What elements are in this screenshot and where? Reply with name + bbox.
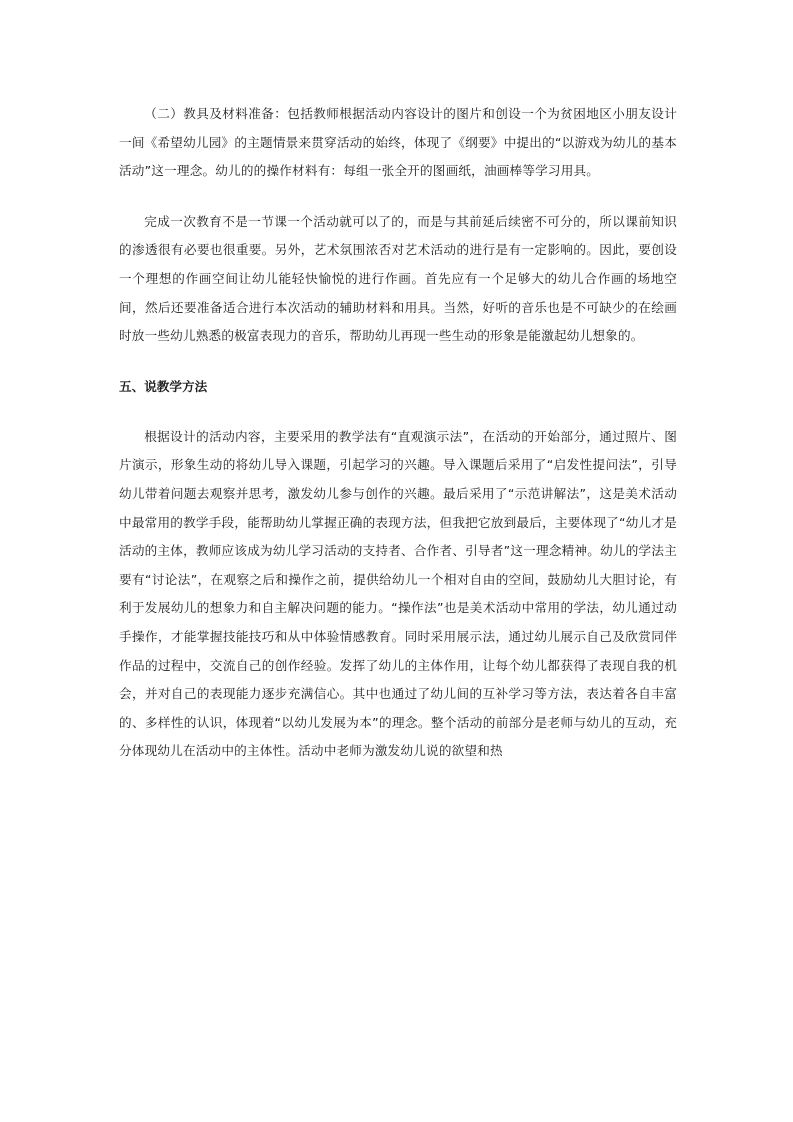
paragraph-environment: 完成一次教育不是一节课一个活动就可以了的，而是与其前延后续密不可分的，所以课前知识的渗透很有必要也很重要。另外，艺术氛围浓否对艺术活动的进行是有一定影响的。因此，要创设一个理想的作画空间让幼儿能轻快愉悦的进行作画。首先应有一个足够大的幼儿合作画的场地空间，然后还要准备适合进行本次活动的辅助材料和用具。当然，好听的音乐也是不可缺少的在绘画时放一些幼儿熟悉的极富表现力的音乐，帮助幼儿再现一些生动的形象是能激起幼儿想象的。: [119, 213, 677, 344]
paragraph-materials: （二）教具及材料准备：包括教师根据活动内容设计的图片和创设一个为贫困地区小朋友设计一间《希望幼儿园》的主题情景来贯穿活动的始终，体现了《纲要》中提出的“以游戏为幼儿的基本活动”这一理念。幼儿的的操作材料有：每组一张全开的图画纸，油画棒等学习用具。: [119, 106, 677, 179]
paragraph-teaching-methods: 根据设计的活动内容，主要采用的教学法有“直观演示法”，在活动的开始部分，通过照片、图片演示，形象生动的将幼儿导入课题，引起学习的兴趣。导入课题后采用了“启发性提问法”，引导幼儿带着问题去观察并思考，激发幼儿参与创作的兴趣。最后采用了“示范讲解法”，这是美术活动中最常用的教学手段，能帮助幼儿掌握正确的表现方法，但我把它放到最后，主要体现了“幼儿才是活动的主体，教师应该成为幼儿学习活动的支持者、合作者、引导者”这一理念精神。幼儿的学法主要有“讨论法”，在观察之后和操作之前，提供给幼儿一个相对自由的空间，鼓励幼儿大胆讨论，有利于发展幼儿的想象力和自主解决问题的能力。“操作法”也是美术活动中常用的学法，幼儿通过动手操作，才能掌握技能技巧和从中体验情感教育。同时采用展示法，通过幼儿展示自己及欣赏同伴作品的过程中，交流自己的创作经验。发挥了幼儿的主体作用，让每个幼儿都获得了表现自我的机会，并对自己的表现能力逐步充满信心。其中也通过了幼儿间的互补学习等方法，表达着各自丰富的、多样性的认识，体现着“以幼儿发展为本”的理念。整个活动的前部分是老师与幼儿的互动，充分体现幼儿在活动中的主体性。活动中老师为激发幼儿说的欲望和热: [119, 428, 677, 759]
document-body: [119, 100, 677, 766]
section-heading: 五、说教学方法: [119, 378, 208, 394]
